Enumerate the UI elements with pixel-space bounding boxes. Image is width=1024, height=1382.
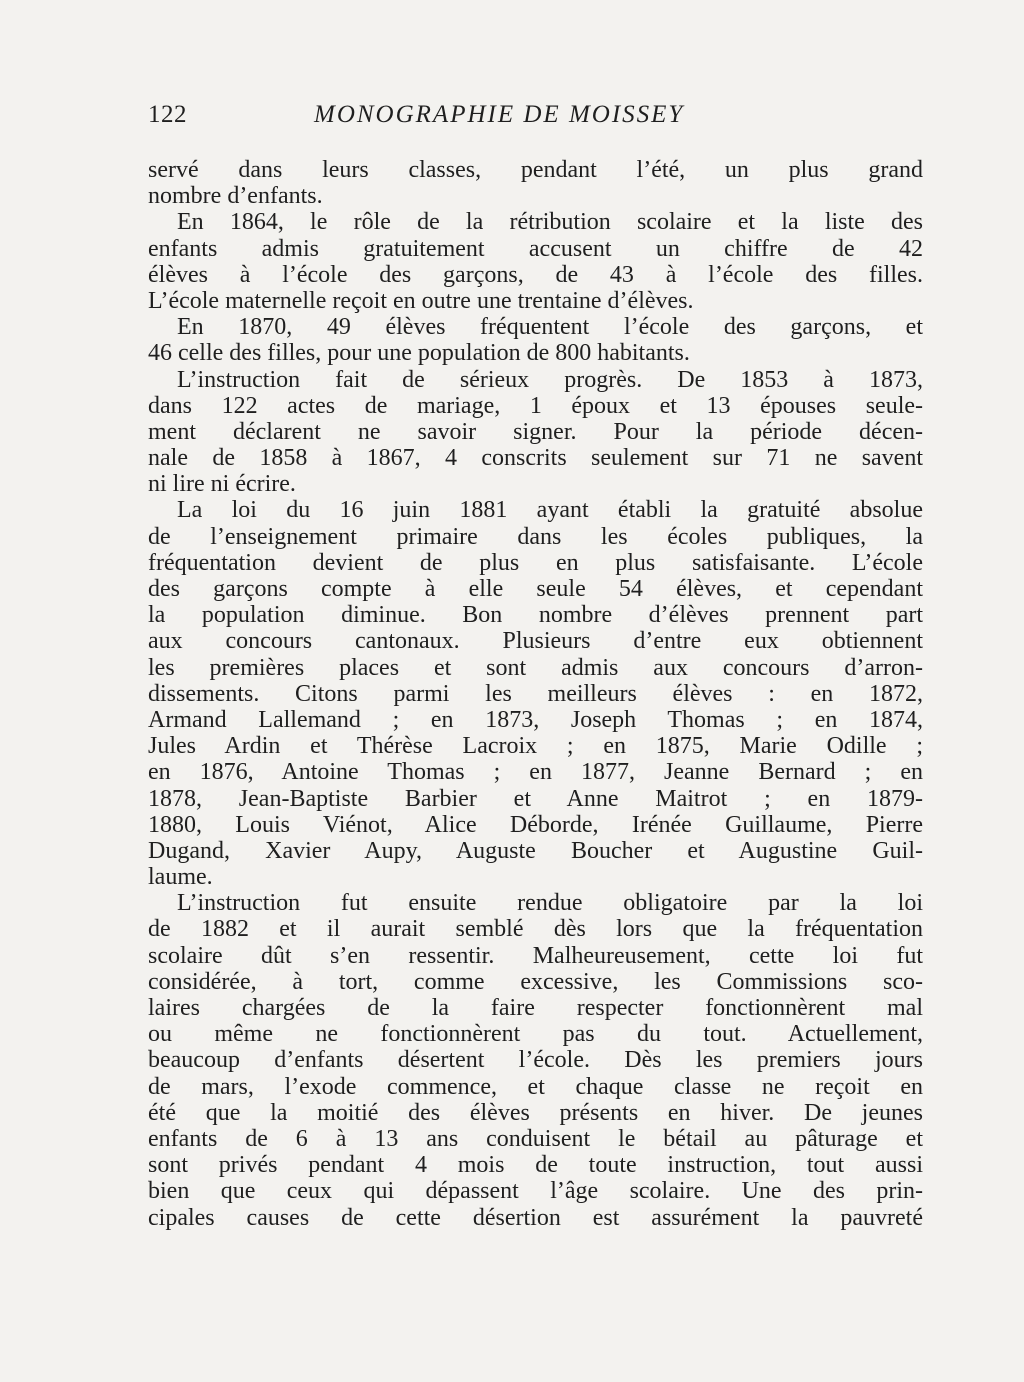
text-line: En 1870, 49 élèves fréquentent l’école des garçons, et	[177, 314, 923, 341]
text-line: nale de 1858 à 1867, 4 conscrits seulement sur 71 ne savent	[148, 445, 923, 472]
text-line: Jules Ardin et Thérèse Lacroix ; en 1875, Marie Odille ;	[148, 733, 923, 760]
text-line: nombre d’enfants.	[148, 183, 323, 210]
page-number: 122	[148, 101, 187, 128]
text-line: ment déclarent ne savoir signer. Pour la période décen-	[148, 418, 923, 445]
text-line: 1880, Louis Viénot, Alice Déborde, Irénée Guillaume, Pierre	[148, 811, 923, 838]
text-line: de 1882 et il aurait semblé dès lors que la fréquentation	[148, 916, 923, 943]
text-line: fréquentation devient de plus en plus satisfaisante. L’école	[148, 549, 923, 576]
text-line: L’instruction fut ensuite rendue obligatoire par la loi	[177, 890, 923, 917]
text-line: élèves à l’école des garçons, de 43 à l’école des filles.	[148, 261, 923, 288]
text-line: enfants admis gratuitement accusent un chiffre de 42	[148, 235, 923, 262]
text-line: La loi du 16 juin 1881 ayant établi la gratuité absolue	[177, 497, 923, 524]
text-line: En 1864, le rôle de la rétribution scolaire et la liste des	[177, 209, 923, 236]
text-line: considérée, à tort, comme excessive, les Commissions sco-	[148, 968, 923, 995]
text-line: beaucoup d’enfants désertent l’école. Dès les premiers jours	[148, 1047, 923, 1074]
text-line: L’école maternelle reçoit en outre une trentaine d’élèves.	[148, 287, 694, 314]
text-line: cipales causes de cette désertion est assurément la pauvreté	[148, 1204, 923, 1231]
text-line: été que la moitié des élèves présents en hiver. De jeunes	[148, 1099, 923, 1126]
running-title: MONOGRAPHIE DE MOISSEY	[314, 101, 685, 128]
text-line: laume.	[148, 864, 213, 891]
text-line: en 1876, Antoine Thomas ; en 1877, Jeanne Bernard ; en	[148, 759, 923, 786]
text-line: ou même ne fonctionnèrent pas du tout. Actuellement,	[148, 1021, 923, 1048]
text-line: de mars, l’exode commence, et chaque classe ne reçoit en	[148, 1073, 923, 1100]
text-line: Armand Lallemand ; en 1873, Joseph Thomas ; en 1874,	[148, 706, 923, 733]
text-line: L’instruction fait de sérieux progrès. De 1853 à 1873,	[177, 366, 923, 393]
text-line: enfants de 6 à 13 ans conduisent le bétail au pâturage et	[148, 1125, 923, 1152]
text-line: laires chargées de la faire respecter fonctionnèrent mal	[148, 995, 923, 1021]
text-line: servé dans leurs classes, pendant l’été, un plus grand	[148, 157, 923, 183]
body-text	[148, 157, 923, 1231]
text-line: des garçons compte à elle seule 54 élèves, et cependant	[148, 576, 923, 602]
text-line: scolaire dût s’en ressentir. Malheureusement, cette loi fut	[148, 942, 923, 969]
text-line: 1878, Jean-Baptiste Barbier et Anne Maitrot ; en 1879-	[148, 785, 923, 812]
text-line: sont privés pendant 4 mois de toute instruction, tout aussi	[148, 1152, 923, 1179]
text-line: ni lire ni écrire.	[148, 471, 296, 498]
text-line: aux concours cantonaux. Plusieurs d’entre eux obtiennent	[148, 628, 923, 655]
text-line: dans 122 actes de mariage, 1 époux et 13 épouses seule-	[148, 392, 923, 419]
text-line: les premières places et sont admis aux concours d’arron-	[148, 654, 923, 681]
text-line: 46 celle des filles, pour une population de 800 habitants.	[148, 340, 690, 367]
text-line: dissements. Citons parmi les meilleurs élèves : en 1872,	[148, 680, 923, 707]
text-line: de l’enseignement primaire dans les écoles publiques, la	[148, 523, 923, 550]
text-line: bien que ceux qui dépassent l’âge scolaire. Une des prin-	[148, 1178, 923, 1205]
page-header	[148, 101, 923, 135]
text-line: Dugand, Xavier Aupy, Auguste Boucher et Augustine Guil-	[148, 837, 923, 864]
text-line: la population diminue. Bon nombre d’élèves prennent part	[148, 602, 923, 629]
